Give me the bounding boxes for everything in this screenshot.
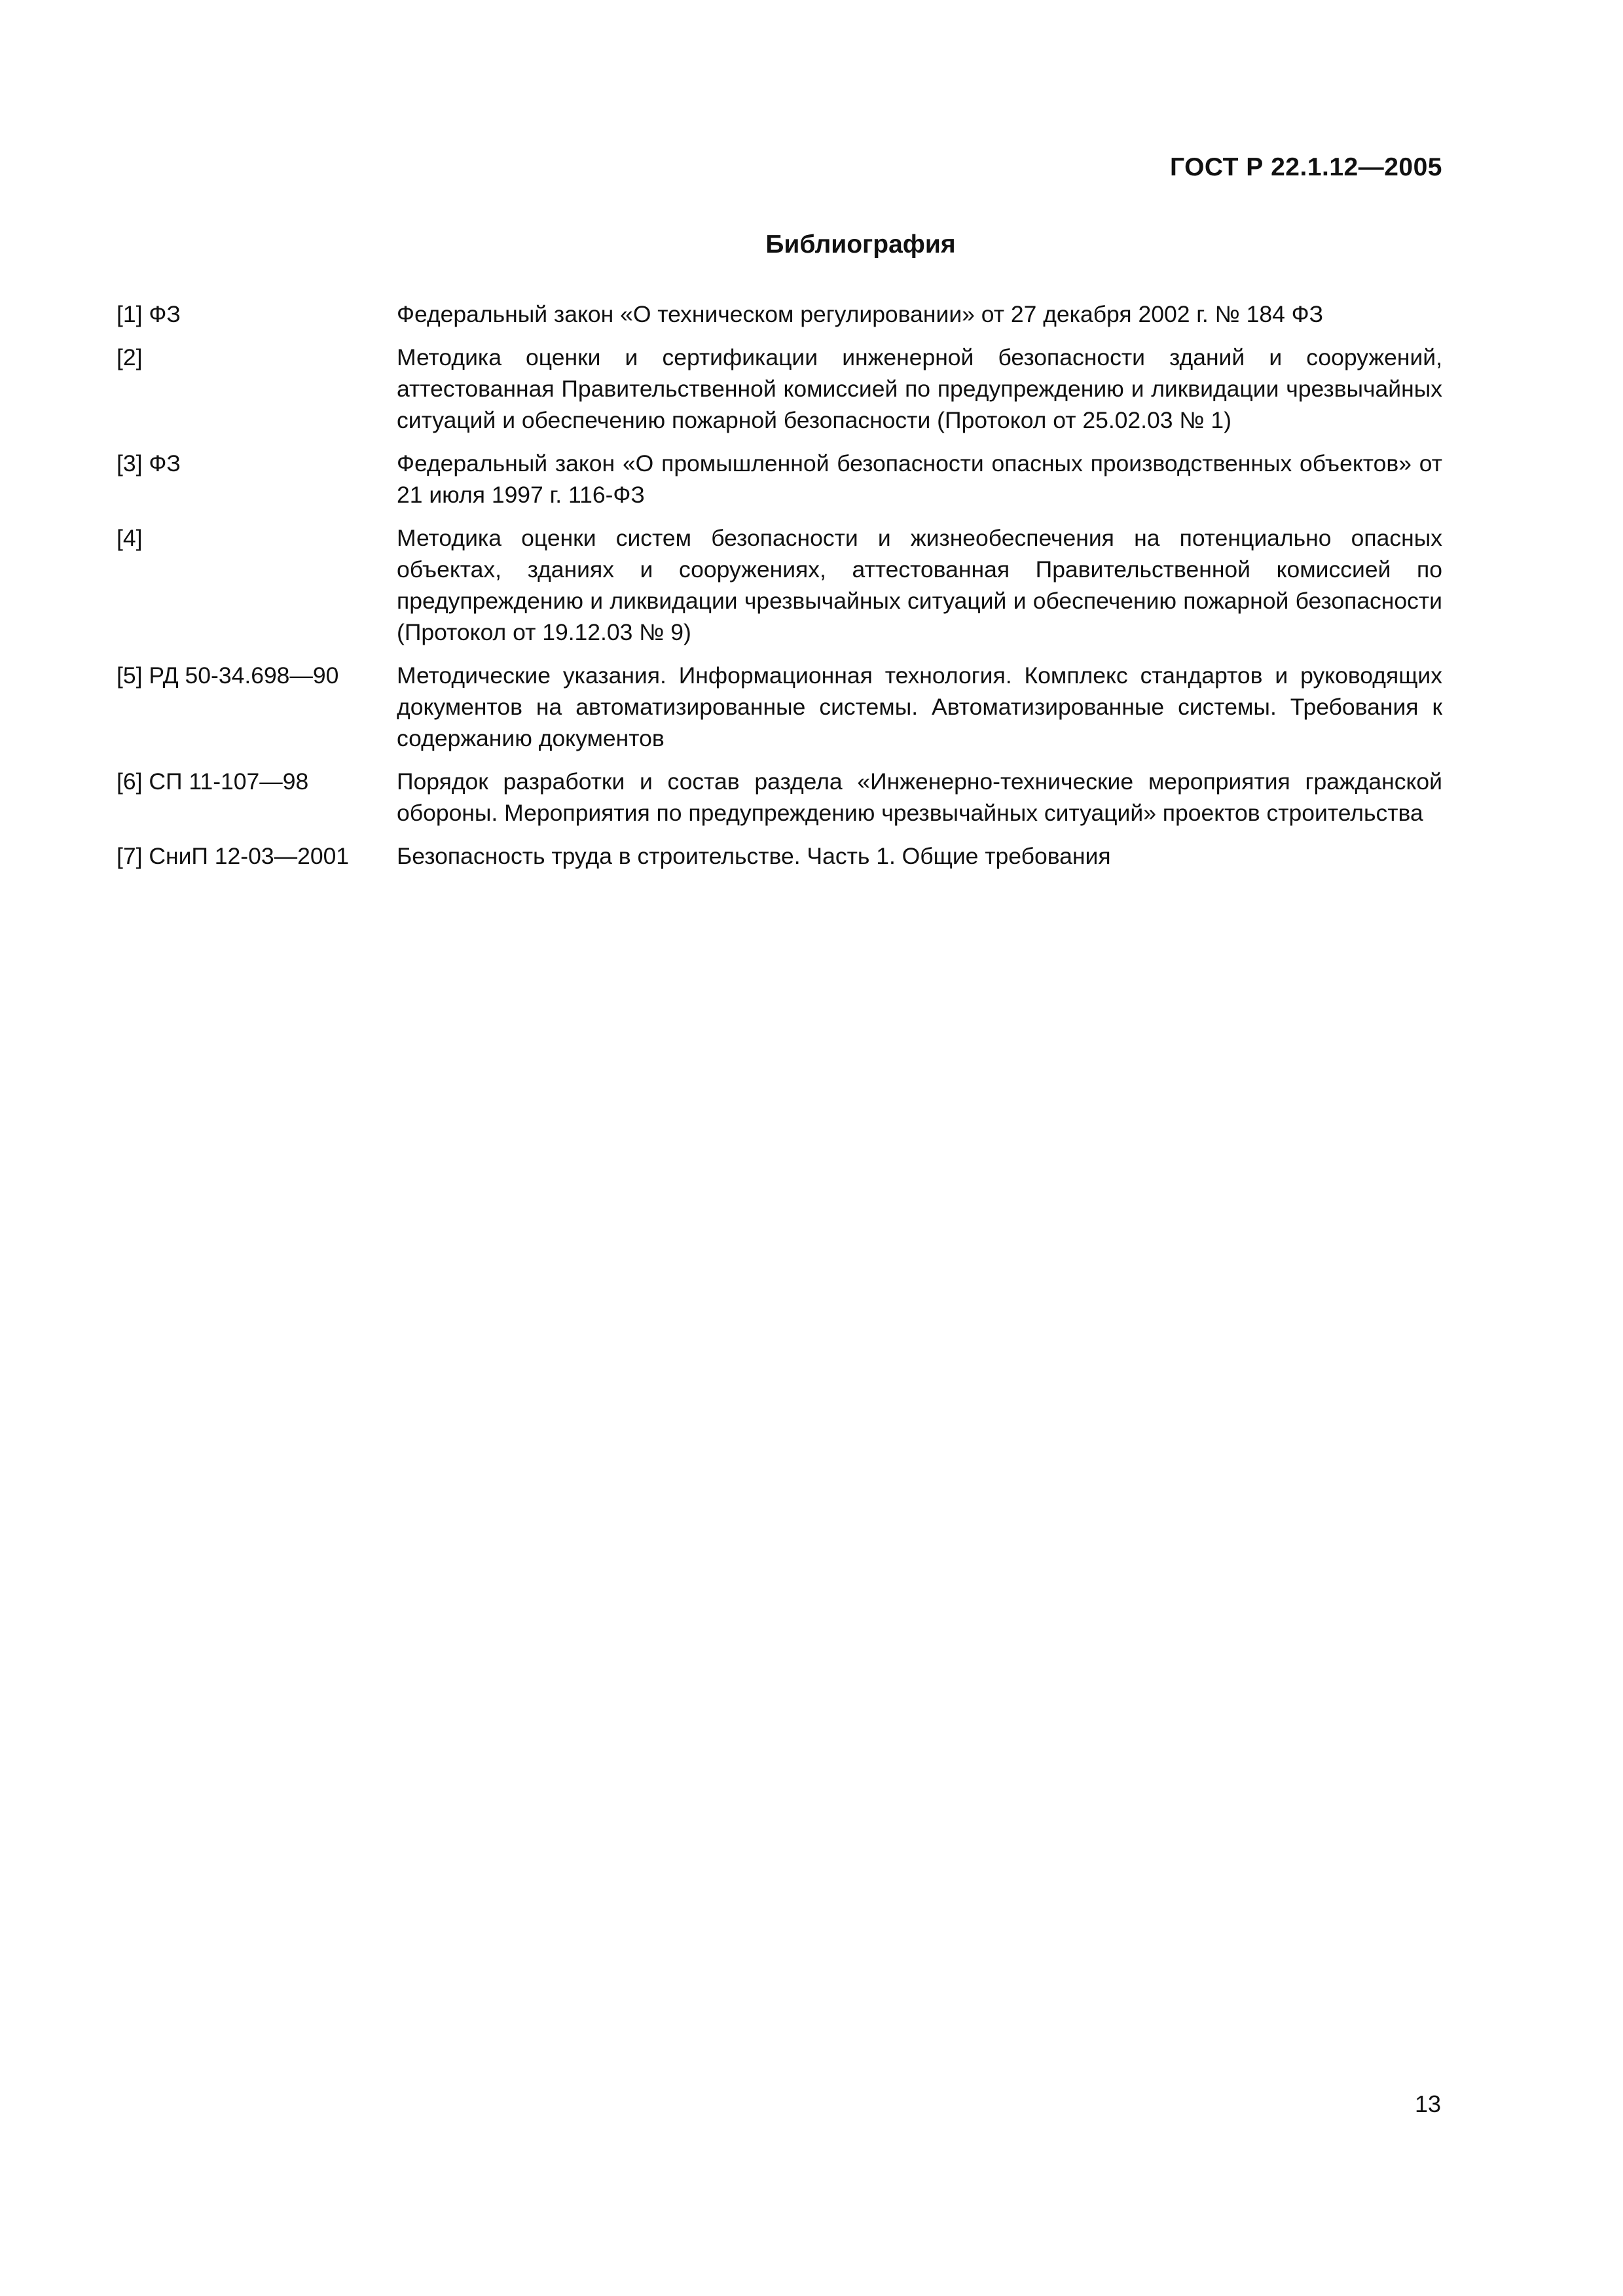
bibliography-entry-4 [117, 522, 1442, 648]
document-code: ГОСТ Р 22.1.12—2005 [1169, 153, 1442, 181]
page-title: Библиография [765, 230, 956, 259]
bibliography-entry-5 [117, 660, 1442, 754]
bibliography-entry-6 [117, 766, 1442, 829]
bibliography-text: Порядок разработки и состав раздела «Инженерно-технические мероприятия гражданской обороны. Мероприятия по предупреждению чрезвычайных ситуаций» проектов строительства [397, 768, 1442, 826]
bibliography-entry-1 [117, 298, 1442, 330]
bibliography-list [117, 298, 1442, 884]
bibliography-ref: [6] СП 11-107—98 [117, 768, 309, 795]
bibliography-ref: [4] [117, 525, 143, 551]
bibliography-text: Федеральный закон «О техническом регулировании» от 27 декабря 2002 г. № 184 ФЗ [397, 301, 1324, 327]
bibliography-ref: [1] ФЗ [117, 301, 181, 327]
bibliography-entry-3 [117, 448, 1442, 511]
bibliography-text: Безопасность труда в строительстве. Часть 1. Общие требования [397, 843, 1111, 869]
bibliography-ref: [2] [117, 344, 143, 370]
bibliography-text: Федеральный закон «О промышленной безопасности опасных производственных объектов» от 21 июля 1997 г. 116-ФЗ [397, 450, 1442, 508]
bibliography-ref: [3] ФЗ [117, 450, 181, 476]
bibliography-ref: [7] СниП 12-03—2001 [117, 843, 350, 869]
bibliography-text: Методические указания. Информационная технология. Комплекс стандартов и руководящих документов на автоматизированные системы. Автоматизированные системы. Требования к содержанию документов [397, 662, 1442, 751]
bibliography-entry-7 [117, 840, 1442, 872]
page-number: 13 [1414, 2090, 1441, 2117]
bibliography-entry-2 [117, 342, 1442, 436]
bibliography-text: Методика оценки систем безопасности и жизнеобеспечения на потенциально опасных объектах, зданиях и сооружениях, аттестованная Правительственной комиссией по предупреждению и ликвидации чрезвычайных ситуаций и обеспечению пожарной безопасности (Протокол от 19.12.03 № 9) [397, 525, 1442, 645]
bibliography-text: Методика оценки и сертификации инженерной безопасности зданий и сооружений, аттестованная Правительственной комиссией по предупреждению и ликвидации чрезвычайных ситуаций и обеспечению пожарной безопасности (Протокол от 25.02.03 № 1) [397, 344, 1442, 433]
bibliography-ref: [5] РД 50-34.698—90 [117, 662, 339, 689]
